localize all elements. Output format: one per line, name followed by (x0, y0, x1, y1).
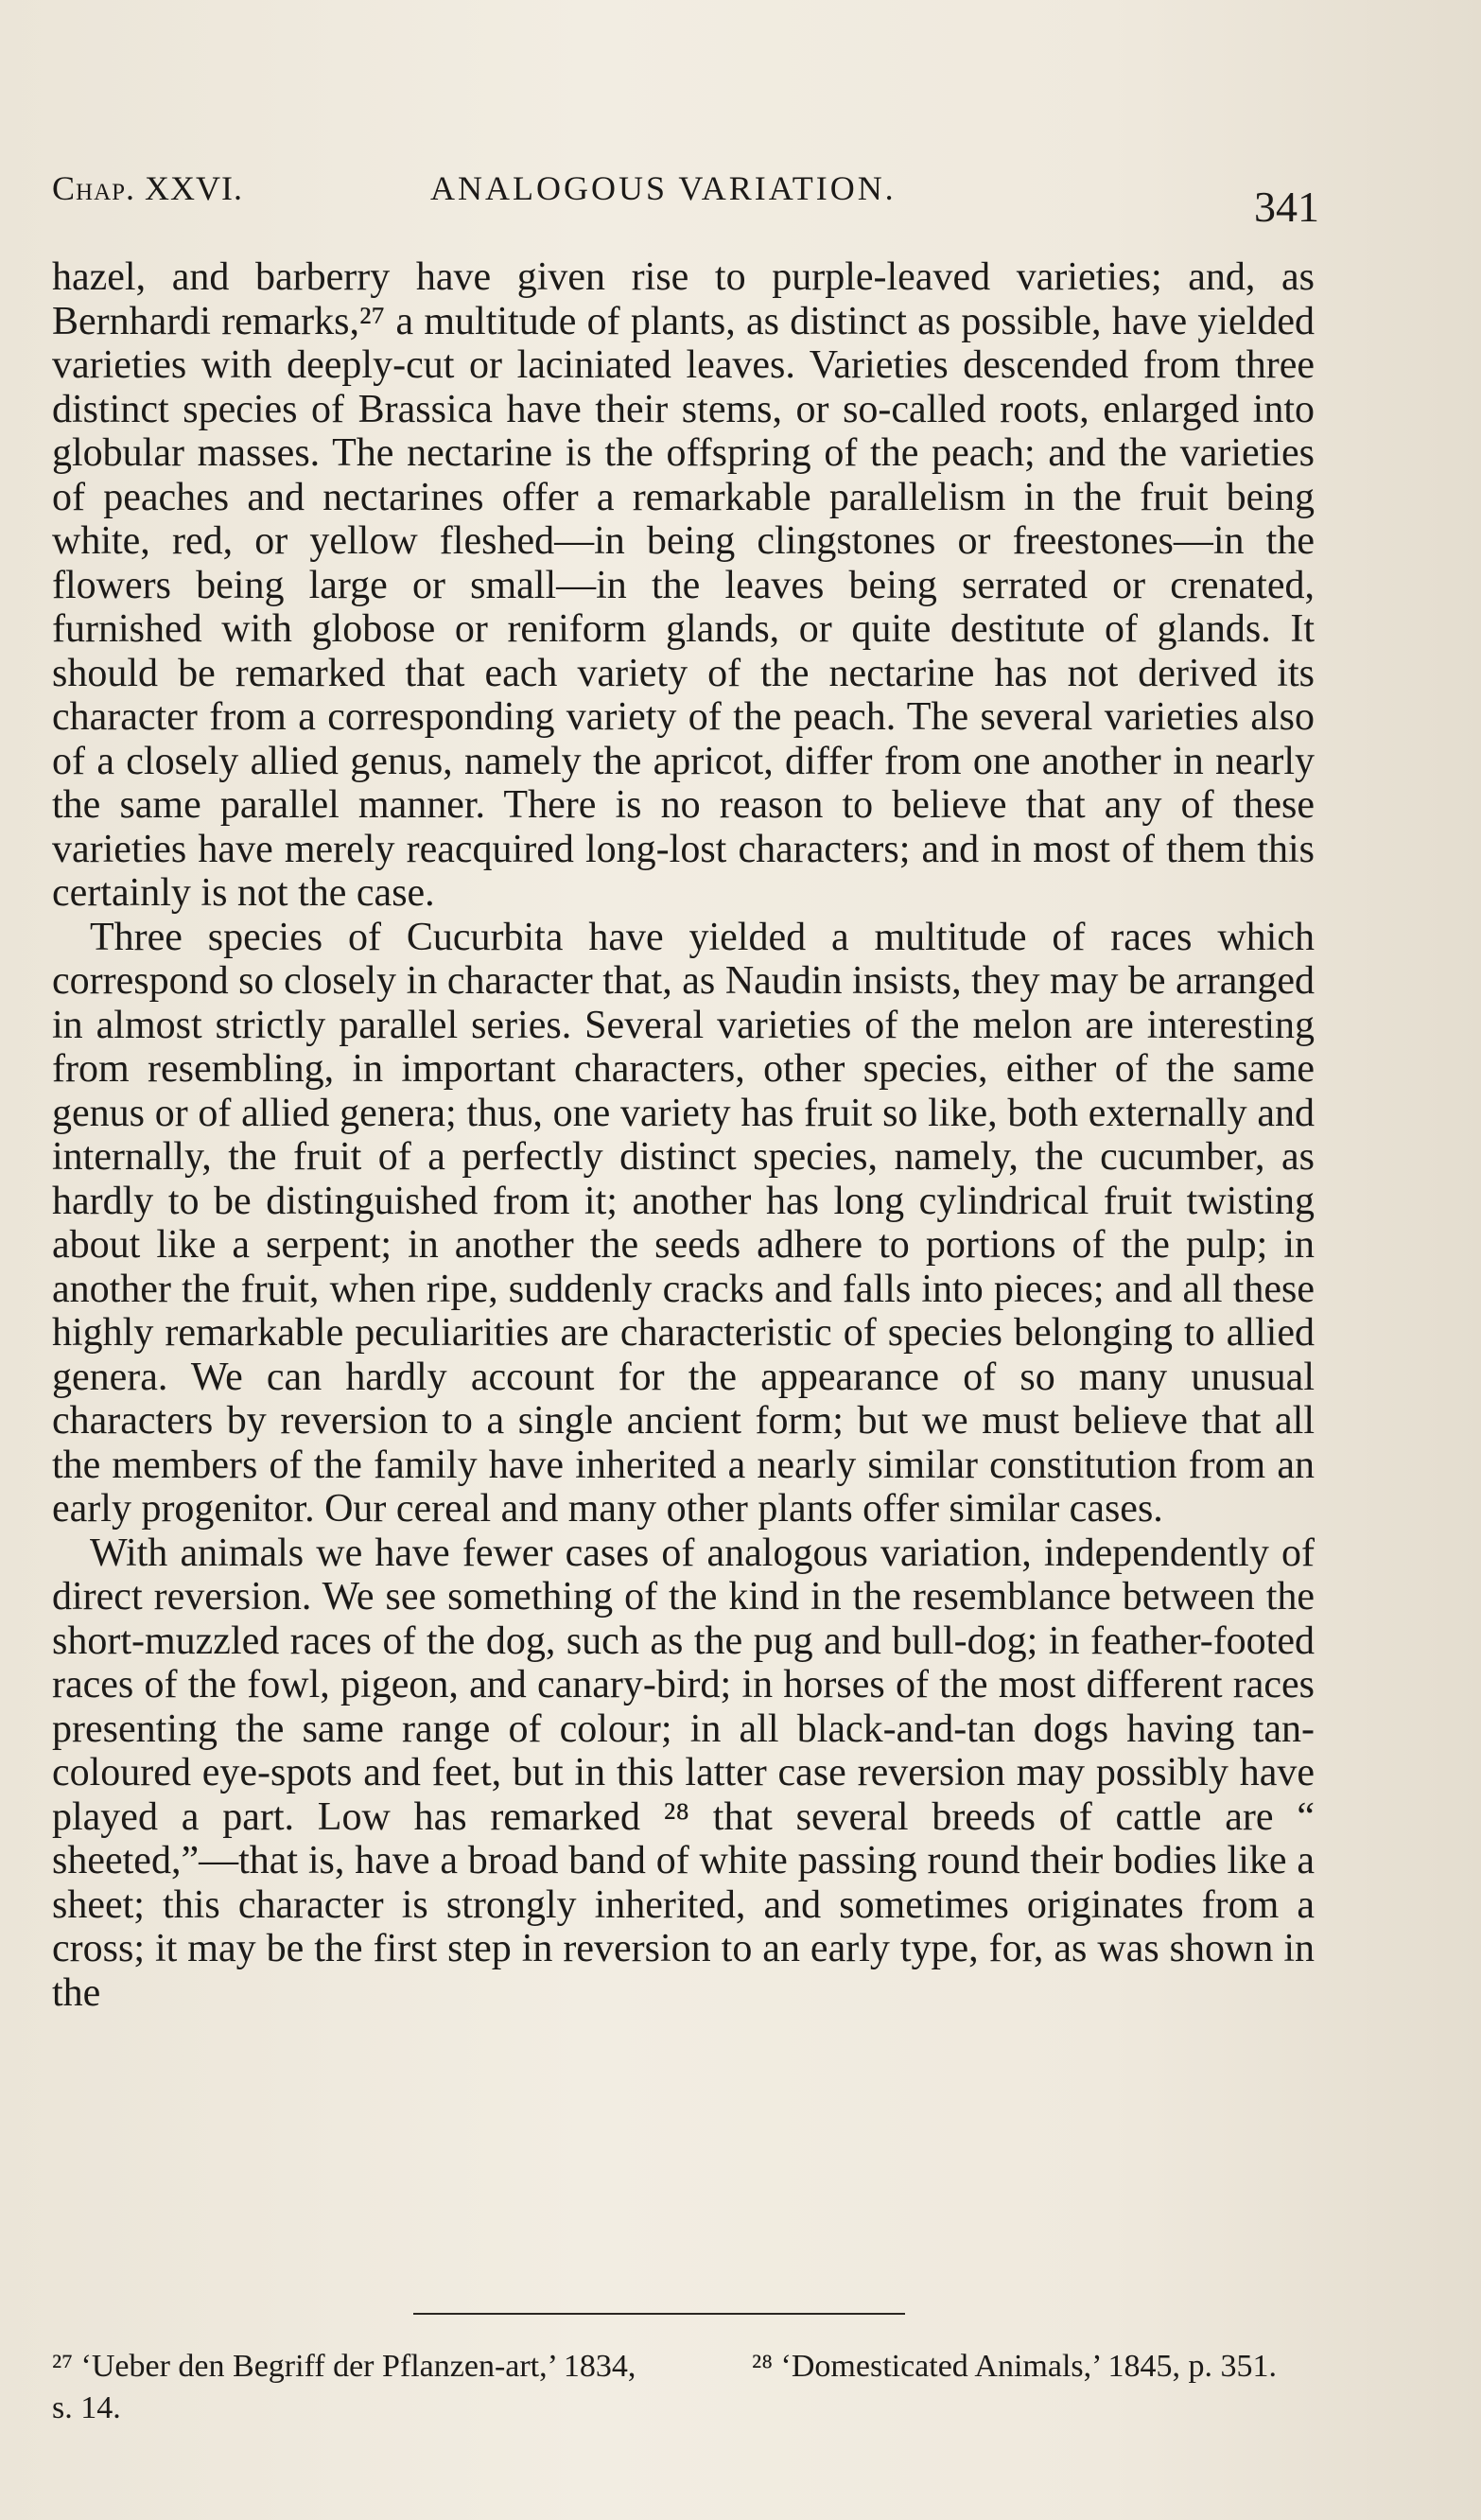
paragraph-3: With animals we have fewer cases of analogous variation, independently of direct reversion. We see something of the kind in the resemblance between the short-muzzled races of the dog, such as the pug and bull-dog; in feather-footed races of the fowl, pigeon, and canary-bird; in horses of the most different races presenting the same range of colour; in all black-and-tan dogs having tan-coloured eye-spots and feet, but in this latter case reversion may possibly have played a part. Low has remarked ²⁸ that several breeds of cattle are “ sheeted,”—that is, have a broad band of white passing round their bodies like a sheet; this character is strongly inherited, and sometimes originates from a cross; it may be the first step in reversion to an early type, for, as was shown in the (52, 1531, 1315, 2015)
page-number: 341 (1254, 183, 1319, 231)
footnote-28: ²⁸ ‘Domesticated Animals,’ 1845, p. 351. (752, 2349, 1277, 2384)
running-title: ANALOGOUS VARIATION. (430, 169, 897, 207)
footnote-27: ²⁷ ‘Ueber den Begriff der Pflanzen-art,’ 1834, s. 14. (52, 2349, 636, 2425)
footnote-divider (413, 2313, 905, 2315)
running-header (52, 168, 1319, 231)
body-text (52, 255, 1315, 2015)
chapter-label: Chap. XXVI. (52, 169, 244, 207)
paragraph-1: hazel, and barberry have given rise to purple-leaved varieties; and, as Bernhardi remarks,²⁷ a multitude of plants, as distinct as possible, have yielded varieties with deeply-cut or laciniated leaves. Varieties descended from three distinct species of Brassica have their stems, or so-called roots, enlarged into globular masses. The nectarine is the offspring of the peach; and the varieties of peaches and nectarines offer a remarkable parallelism in the fruit being white, red, or yellow fleshed—in being clingstones or freestones—in the flowers being large or small—in the leaves being serrated or crenated, furnished with globose or reniform glands, or quite destitute of glands. It should be remarked that each variety of the nectarine has not derived its character from a corresponding variety of the peach. The several varieties also of a closely allied genus, namely the apricot, differ from one another in nearly the same parallel manner. There is no reason to believe that any of these varieties have merely reacquired long-lost characters; and in most of them this certainly is not the case. (52, 255, 1315, 915)
paragraph-2: Three species of Cucurbita have yielded a multitude of races which correspond so closely in character that, as Naudin insists, they may be arranged in almost strictly parallel series. Several varieties of the melon are interesting from resembling, in important characters, other species, either of the same genus or of allied genera; thus, one variety has fruit so like, both externally and internally, the fruit of a perfectly distinct species, namely, the cucumber, as hardly to be distinguished from it; another has long cylindrical fruit twisting about like a serpent; in another the seeds adhere to portions of the pulp; in another the fruit, when ripe, suddenly cracks and falls into pieces; and all these highly remarkable peculiarities are characteristic of species belonging to allied genera. We can hardly account for the appearance of so many unusual characters by reversion to a single ancient form; but we must believe that all the members of the family have inherited a nearly similar constitution from an early progenitor. Our cereal and many other plants offer similar cases. (52, 915, 1315, 1531)
